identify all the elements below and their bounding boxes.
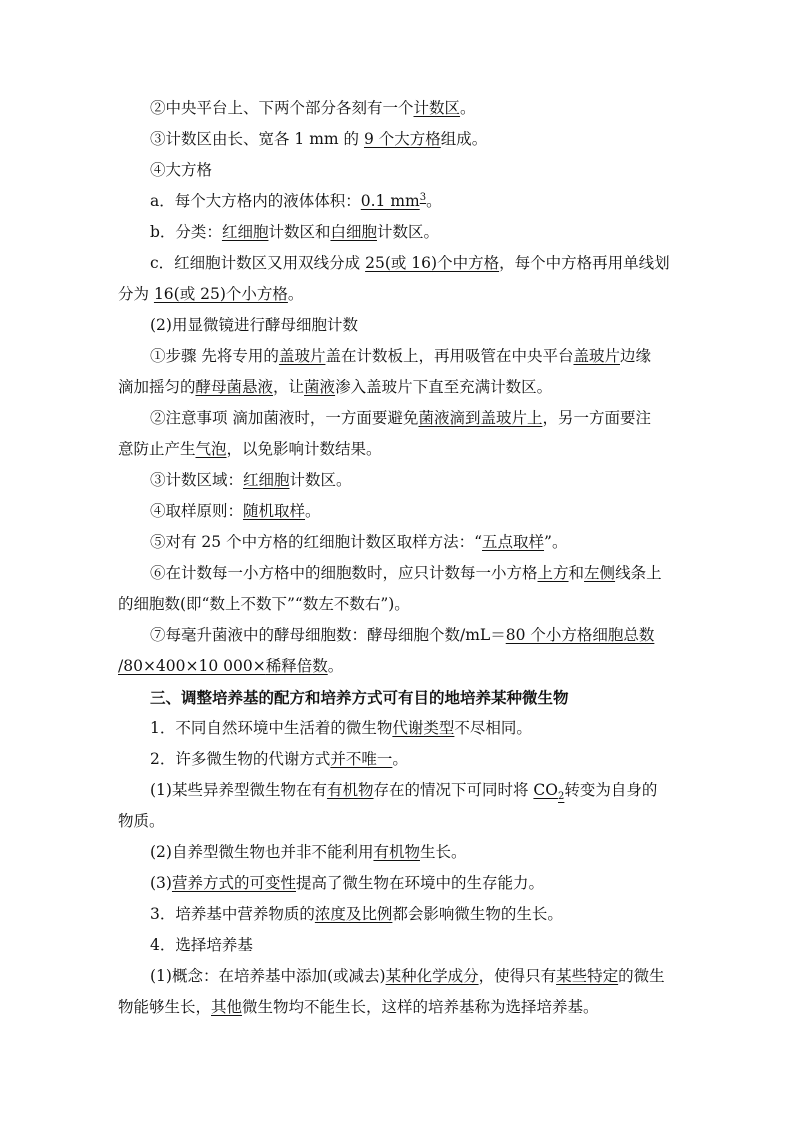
text-segment: ③计数区域：	[150, 471, 244, 489]
text-segment: 渗入盖玻片下直至充满计数区。	[335, 378, 553, 396]
underlined-term: 25(或 16)个中方格	[365, 254, 500, 272]
text-segment: 的微生	[618, 967, 665, 985]
text-segment: 滴加摇匀的	[118, 378, 196, 396]
text-line	[118, 372, 678, 403]
text-segment: (3)	[150, 874, 172, 892]
text-segment: a．每个大方格内的液体体积：	[150, 192, 361, 210]
underlined-term: 浓度及比例	[314, 905, 393, 923]
underlined-term: 2	[558, 791, 565, 803]
text-segment: 。	[305, 502, 321, 520]
text-segment: ，以免影响计数结果。	[226, 440, 382, 458]
text-segment: ⑦每毫升菌液中的酵母细胞数：酵母细胞个数/mL＝	[150, 626, 506, 644]
text-segment: ，让	[273, 378, 305, 396]
text-segment: 计数区。	[376, 223, 439, 241]
text-segment: ④大方格	[150, 161, 213, 179]
text-line	[118, 651, 678, 682]
underlined-term: 白细胞	[330, 223, 377, 241]
text-segment: 和	[568, 564, 585, 582]
text-segment: 。	[392, 750, 408, 768]
text-line	[118, 465, 678, 496]
underlined-term: 上方	[537, 564, 569, 582]
underlined-term: 并不唯一	[330, 750, 393, 768]
underlined-term: 有机物	[373, 843, 420, 861]
text-segment: ，使得只有	[478, 967, 557, 985]
text-segment: ②中央平台上、下两个部分各刻有一个	[150, 99, 414, 117]
text-segment: ①步骤 先将专用的	[150, 347, 279, 365]
underlined-term: 菌液	[304, 378, 336, 396]
text-line	[118, 868, 678, 899]
underlined-term: 有机物	[326, 781, 374, 799]
text-line	[118, 713, 678, 744]
text-segment: 。	[460, 99, 476, 117]
text-segment: 4．选择培养基	[150, 936, 253, 954]
text-line	[118, 899, 678, 930]
text-segment: 都会影响微生物的生长。	[392, 905, 563, 923]
text-segment: 的细胞数(即“数上不数下”“数左不数右”)。	[118, 595, 410, 613]
text-segment: 边缘	[619, 347, 651, 365]
text-segment: (1)某些异养型微生物在有	[150, 781, 327, 799]
text-segment: 。	[327, 657, 344, 675]
underlined-term: 红细胞	[221, 223, 269, 241]
text-segment: 计数区。	[289, 471, 352, 489]
underlined-term: 盖玻片	[278, 347, 326, 365]
text-segment: ，另一方面要注	[542, 409, 651, 427]
underlined-term: 计数区	[413, 99, 461, 117]
text-segment: 生长。	[419, 843, 467, 861]
text-segment: c．红细胞计数区又用双线分成	[150, 254, 366, 272]
underlined-term: 红细胞	[243, 471, 290, 489]
text-segment: 组成。	[440, 130, 488, 148]
text-line	[118, 527, 678, 558]
text-segment: 线条上	[615, 564, 662, 582]
text-segment: 计数区和	[268, 223, 331, 241]
text-segment: ⑥在计数每一小方格中的细胞数时，应只计数每一小方格	[150, 564, 538, 582]
text-segment: (2)用显微镜进行酵母细胞计数	[150, 316, 358, 334]
text-line	[118, 775, 678, 806]
text-segment: 3．培养基中营养物质的	[150, 905, 315, 923]
text-segment: 转变为自身的	[564, 781, 658, 799]
text-line	[118, 310, 678, 341]
text-line	[118, 992, 678, 1023]
text-segment: 不尽相同。	[454, 719, 532, 737]
underlined-term: 代谢类型	[392, 719, 455, 737]
text-segment: 分为	[118, 285, 154, 303]
text-line	[118, 837, 678, 868]
text-segment: 1．不同自然环境中生活着的微生物	[150, 719, 393, 737]
text-line	[118, 124, 678, 155]
text-segment: 2．许多微生物的代谢方式	[150, 750, 331, 768]
text-line	[118, 93, 678, 124]
text-line	[118, 620, 678, 651]
underlined-term: 80 个小方格细胞总数	[505, 626, 655, 644]
text-line	[118, 806, 678, 837]
text-segment: ”。	[544, 533, 568, 551]
text-segment: 提高了微生物在环境中的生存能力。	[295, 874, 544, 892]
text-segment: 意防止产生	[118, 440, 196, 458]
text-line	[118, 496, 678, 527]
underlined-term: 酵母菌悬液	[195, 378, 274, 396]
text-line	[118, 744, 678, 775]
text-line	[118, 930, 678, 961]
text-segment: ④取样原则：	[150, 502, 244, 520]
text-segment: 存在的情况下可同时将	[373, 781, 534, 799]
text-line	[118, 186, 678, 217]
underlined-term: 某些特定	[556, 967, 619, 985]
underlined-term: 五点取样	[482, 533, 545, 551]
text-segment: 。	[287, 285, 304, 303]
underlined-term: 3	[419, 191, 427, 203]
text-segment: ③计数区由长、宽各 1 mm 的	[150, 130, 364, 148]
underlined-term: 营养方式的可变性	[171, 874, 296, 892]
text-segment: 三、调整培养基的配方和培养方式可有目的地培养某种微生物	[150, 688, 569, 707]
text-line	[118, 589, 678, 620]
text-line	[118, 155, 678, 186]
text-line	[118, 961, 678, 992]
text-segment: 物能够生长，	[118, 998, 212, 1016]
underlined-term: CO	[533, 781, 558, 799]
text-segment: 。	[426, 192, 442, 210]
text-segment: ，每个中方格再用单线划	[499, 254, 670, 272]
underlined-term: 其他	[211, 998, 243, 1016]
text-line	[118, 682, 678, 713]
text-segment: ②注意事项 滴加菌液时，一方面要避免	[150, 409, 419, 427]
text-line	[118, 217, 678, 248]
text-line	[118, 248, 678, 279]
underlined-term: 9 个大方格	[363, 130, 441, 148]
text-segment: (2)自养型微生物也并非不能利用	[150, 843, 374, 861]
text-line	[118, 558, 678, 589]
text-segment: b．分类：	[150, 223, 222, 241]
text-segment: 物质。	[118, 812, 165, 830]
text-line	[118, 434, 678, 465]
text-segment: 微生物均不能生长，这样的培养基称为选择培养基。	[242, 998, 599, 1016]
text-line	[118, 279, 678, 310]
underlined-term: 左侧	[584, 564, 616, 582]
underlined-term: 菌液滴到盖玻片上	[418, 409, 543, 427]
text-line	[118, 341, 678, 372]
text-segment: 盖在计数板上，再用吸管在中央平台	[325, 347, 574, 365]
text-line	[118, 403, 678, 434]
underlined-term: 某种化学成分	[385, 967, 479, 985]
underlined-term: 0.1 mm	[360, 192, 420, 210]
document-page	[118, 93, 678, 1023]
underlined-term: 16(或 25)个小方格	[153, 285, 288, 303]
underlined-term: 随机取样	[243, 502, 306, 520]
text-segment: (1)概念：在培养基中添加(或减去)	[150, 967, 386, 985]
underlined-term: 稀释倍数	[265, 657, 328, 675]
underlined-term: /80×400×10 000×	[118, 657, 266, 675]
text-segment: ⑤对有 25 个中方格的红细胞计数区取样方法：“	[150, 533, 483, 551]
underlined-term: 盖玻片	[573, 347, 620, 365]
underlined-term: 气泡	[195, 440, 227, 458]
